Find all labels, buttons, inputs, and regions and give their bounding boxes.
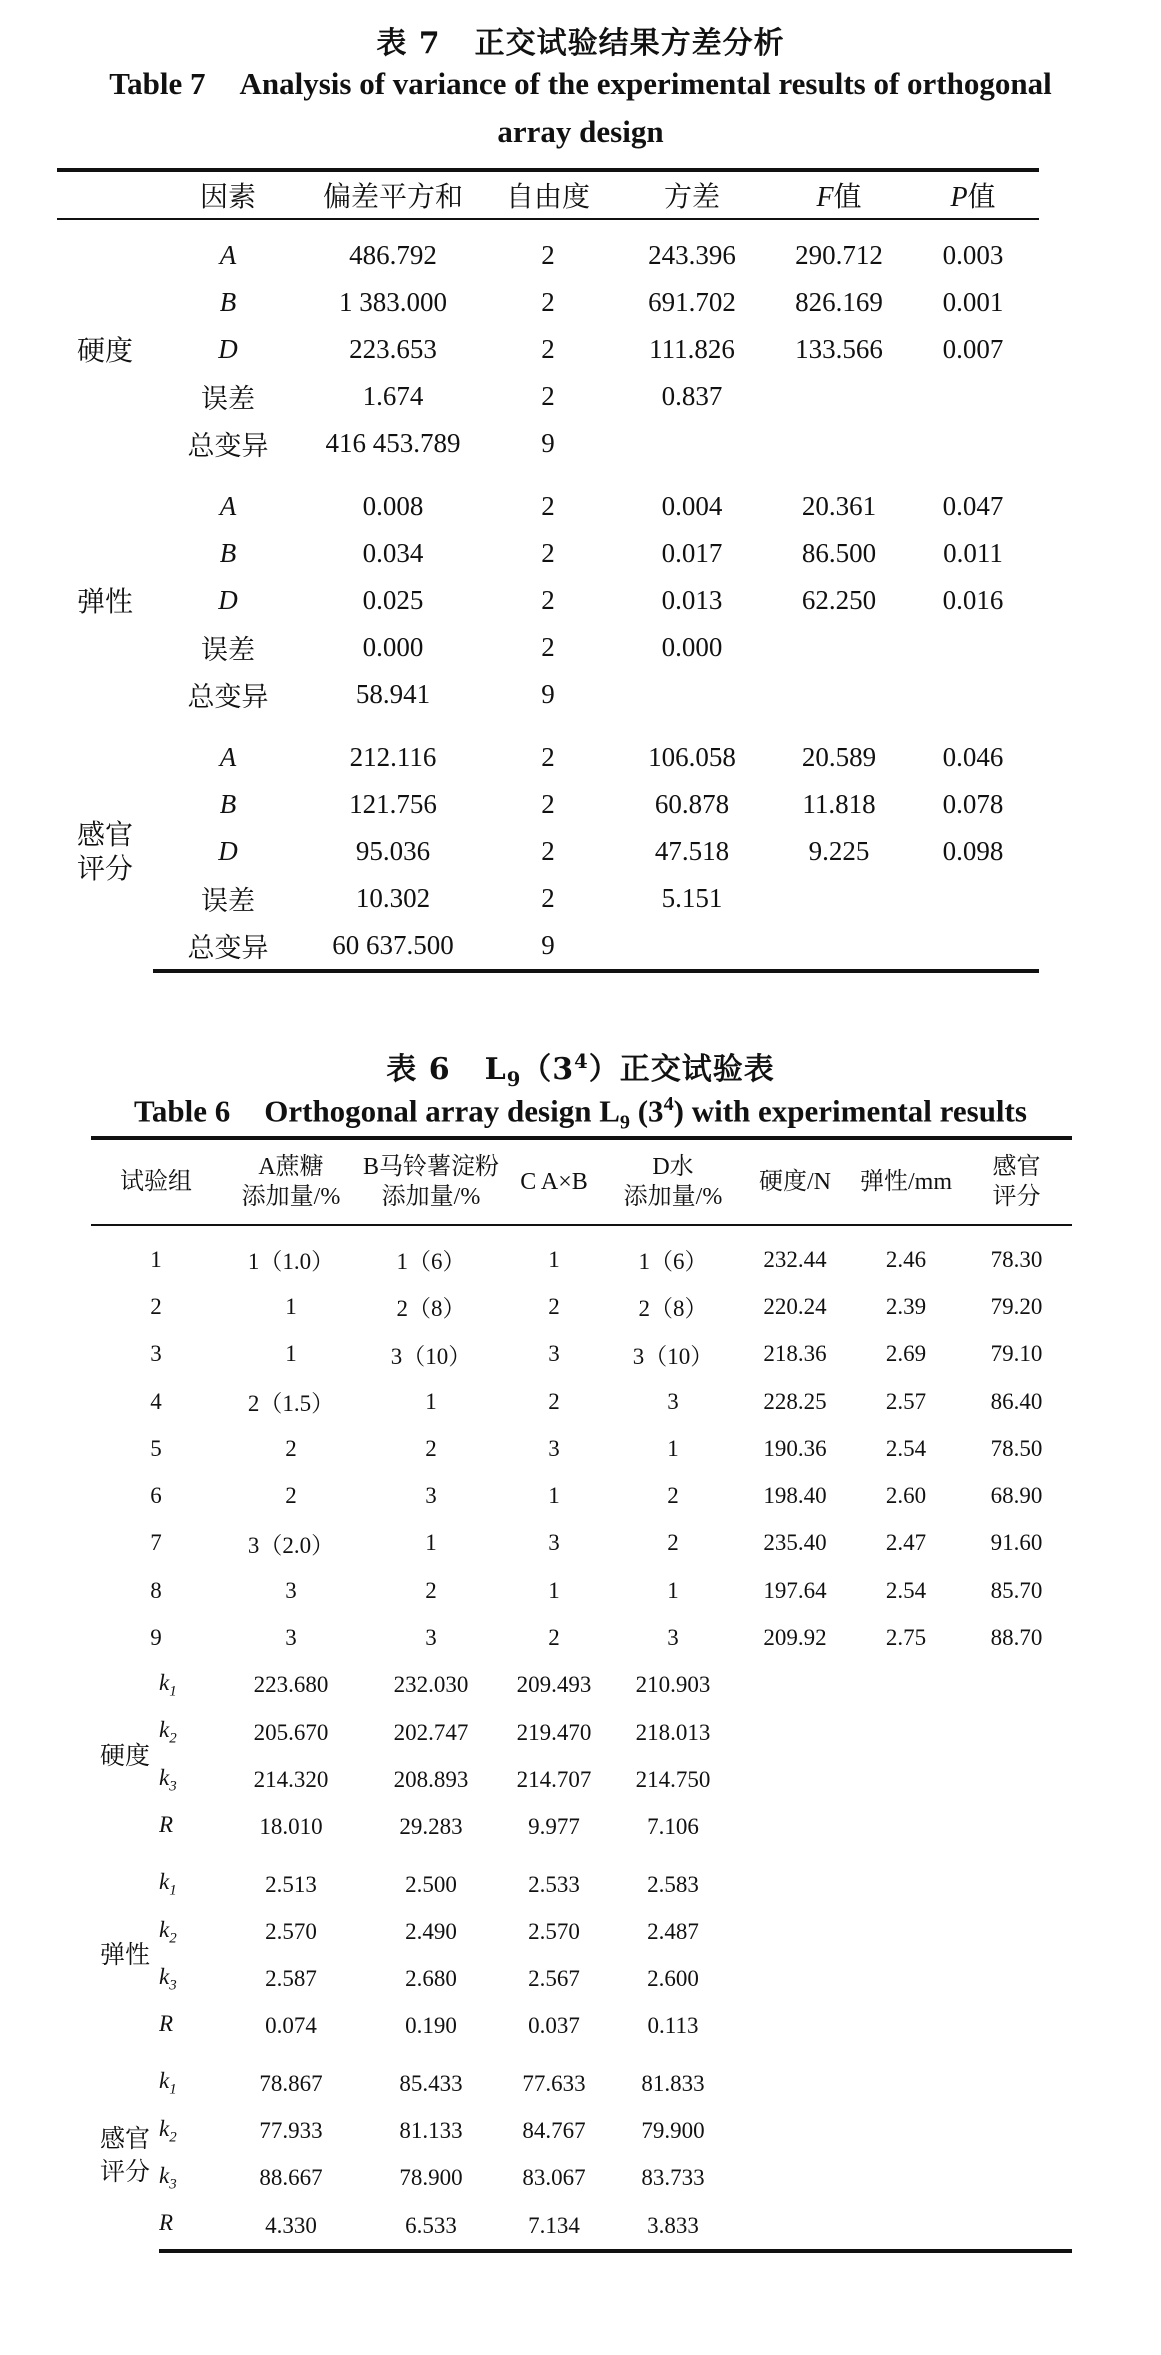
ss-cell: 223.653 [349, 334, 437, 364]
elasticity-cell: 2.57 [885, 1388, 927, 1414]
k-b-cell: 2.490 [405, 1918, 457, 1944]
table-row [57, 624, 1039, 671]
df-cell: 2 [541, 585, 555, 615]
c-cell: 3 [548, 1341, 560, 1367]
table7-anova [57, 168, 1039, 973]
factor-cell: 误差 [201, 384, 255, 414]
table7-header-ms: 方差 [613, 170, 771, 219]
table6-header-sensory: 感官 评分 [961, 1138, 1072, 1225]
table-row [57, 279, 1039, 326]
factor-cell: 总变异 [153, 922, 303, 971]
ms-cell: 0.837 [661, 381, 723, 411]
table7-caption-cn: 表 7 正交试验结果方差分析 [376, 26, 785, 61]
table7-header-f: F值 [771, 170, 907, 219]
trial-no-cell: 9 [150, 1625, 162, 1651]
p-cell: 0.078 [942, 789, 1004, 819]
ss-cell: 0.025 [362, 585, 424, 615]
table-row [57, 373, 1039, 420]
df-cell: 2 [541, 632, 555, 662]
a-cell: 1 [285, 1293, 297, 1319]
table-row [57, 326, 1039, 373]
table-row [91, 1804, 1072, 1851]
c-cell: 1 [548, 1246, 560, 1272]
group-label-line2: 评分 [76, 853, 133, 885]
hardness-cell: 235.40 [763, 1530, 827, 1556]
p-cell: 0.047 [942, 491, 1004, 521]
k-label: $k_2$ [159, 1916, 177, 1947]
p-cell: 0.011 [943, 538, 1003, 568]
table6-group-label [91, 2050, 159, 2251]
ms-cell [613, 420, 771, 471]
p-cell [907, 624, 1039, 671]
table6-caption-en: Table 6 Orthogonal array design $L_9$ $(3^4)$ with experimental results [134, 1093, 1027, 1134]
table-row [57, 922, 1039, 971]
ss-cell: 0.034 [362, 538, 424, 568]
b-cell: 3 [425, 1483, 437, 1509]
f-cell: 290.712 [795, 240, 883, 270]
table6-group-label: 硬度 [99, 1742, 150, 1770]
k-a-cell: 2.513 [265, 1871, 317, 1897]
table6-header-row [91, 1138, 1072, 1225]
df-cell: 2 [541, 287, 555, 317]
table-row [57, 577, 1039, 624]
k-c-cell: 2.533 [528, 1871, 580, 1897]
ss-cell: 10.302 [355, 883, 431, 913]
c-cell: 3 [548, 1530, 560, 1556]
hardness-cell: 198.40 [763, 1483, 827, 1509]
table-row [91, 1709, 1072, 1756]
table-row [91, 2107, 1072, 2154]
table7-group-label [57, 722, 153, 971]
ss-cell: 212.116 [349, 742, 437, 772]
k-c-cell: 9.977 [528, 1814, 580, 1840]
ms-cell [613, 671, 771, 722]
df-cell: 2 [541, 334, 555, 364]
ss-cell: 60 637.500 [303, 922, 483, 971]
a-cell: 1（1.0） [247, 1249, 335, 1275]
f-cell: 20.589 [801, 742, 877, 772]
table-row [57, 722, 1039, 781]
k-d-cell: 83.733 [641, 2165, 705, 2191]
k-b-cell: 6.533 [361, 2202, 501, 2251]
table-row [57, 420, 1039, 471]
k-d-cell: 81.833 [641, 2070, 705, 2096]
group-label-line2: 评分 [99, 2158, 150, 2186]
elasticity-cell: 2.39 [885, 1293, 927, 1319]
ss-cell: 58.941 [355, 679, 431, 709]
c-cell: 3 [548, 1435, 560, 1461]
ms-cell: 0.004 [661, 491, 723, 521]
table-row [91, 2050, 1072, 2107]
p-cell [907, 922, 1039, 971]
trial-no-cell: 4 [150, 1388, 162, 1414]
trial-no-cell: 2 [150, 1293, 162, 1319]
table6-group-label: 弹性 [99, 1941, 150, 1969]
b-cell: 1 [425, 1530, 437, 1556]
ms-cell: 60.878 [654, 789, 730, 819]
p-cell [907, 373, 1039, 420]
factor-cell: B [219, 538, 237, 568]
k-d-cell: 79.900 [641, 2117, 705, 2143]
factor-cell: A [219, 742, 237, 772]
k-b-cell: 232.030 [393, 1672, 469, 1698]
k-b-cell: 2.500 [405, 1871, 457, 1897]
d-cell: 2（8） [638, 1296, 708, 1322]
d-cell: 2 [667, 1483, 679, 1509]
p-cell: 0.007 [942, 334, 1004, 364]
k-d-cell: 214.750 [635, 1766, 711, 1792]
hardness-cell: 218.36 [763, 1341, 827, 1367]
group-label-line1: 感官 [99, 2125, 150, 2153]
k-b-cell: 85.433 [399, 2070, 463, 2096]
ss-cell: 121.756 [349, 789, 437, 819]
b-cell: 1（6） [396, 1249, 466, 1275]
ms-cell: 0.013 [661, 585, 723, 615]
a-cell: 3（2.0） [247, 1532, 335, 1558]
k-c-cell: 214.707 [516, 1766, 592, 1792]
factor-cell: B [219, 789, 237, 819]
df-cell: 2 [541, 538, 555, 568]
table6-header-elasticity: 弹性/mm [851, 1138, 961, 1225]
ss-cell: 0.008 [362, 491, 424, 521]
elasticity-cell: 2.54 [885, 1577, 927, 1603]
table-row [91, 1520, 1072, 1567]
elasticity-cell: 2.60 [885, 1483, 927, 1509]
factor-cell: 误差 [201, 886, 255, 916]
table6-header-b: B马铃薯淀粉 添加量/% [361, 1138, 501, 1225]
hardness-cell: 197.64 [763, 1577, 827, 1603]
a-cell: 2（1.5） [247, 1391, 335, 1417]
a-cell: 2 [285, 1435, 297, 1461]
sensory-cell: 91.60 [990, 1530, 1043, 1556]
table7-group-label: 弹性 [76, 586, 133, 618]
k-d-cell: 0.113 [647, 2013, 699, 2039]
k-c-cell: 2.567 [528, 1966, 580, 1992]
table-row [91, 1425, 1072, 1472]
b-cell: 2 [425, 1577, 437, 1603]
table-row [91, 1756, 1072, 1803]
sensory-cell: 78.50 [990, 1435, 1043, 1461]
elasticity-cell: 2.47 [885, 1530, 927, 1556]
c-cell: 2 [548, 1625, 560, 1651]
k-b-cell: 81.133 [399, 2117, 463, 2143]
ms-cell [613, 922, 771, 971]
table7-group-label: 硬度 [76, 335, 133, 367]
df-cell: 2 [541, 240, 555, 270]
k-a-cell: 2.570 [265, 1918, 317, 1944]
k-d-cell: 2.487 [647, 1918, 699, 1944]
f-cell [771, 420, 907, 471]
sensory-cell: 85.70 [990, 1577, 1043, 1603]
d-cell: 3（10） [632, 1343, 714, 1369]
k-a-cell: 205.670 [253, 1719, 329, 1745]
table7-header-ss: 偏差平方和 [303, 170, 483, 219]
k-label: $k_1$ [159, 1670, 177, 1700]
table7-caption-en: Table 7 Analysis of variance of the experimental results of orthogonal [109, 66, 1052, 101]
k-d-cell: 7.106 [647, 1814, 699, 1840]
c-cell: 1 [548, 1483, 560, 1509]
table-row [91, 1567, 1072, 1614]
trial-no-cell: 8 [150, 1577, 162, 1603]
b-cell: 3（10） [390, 1343, 472, 1369]
table-row [91, 1614, 1072, 1661]
c-cell: 2 [548, 1388, 560, 1414]
hardness-cell: 190.36 [763, 1435, 827, 1461]
k-a-cell: 0.074 [265, 2013, 317, 2039]
f-cell: 11.818 [802, 789, 876, 819]
k-c-cell: 77.633 [522, 2070, 586, 2096]
table-row [91, 1851, 1072, 1908]
c-cell: 2 [548, 1293, 560, 1319]
k-c-cell: 84.767 [522, 2117, 586, 2143]
table-row [57, 219, 1039, 279]
k-b-cell: 0.190 [405, 2013, 457, 2039]
f-cell [771, 624, 907, 671]
table6-header-hardness: 硬度/N [739, 1138, 851, 1225]
k-c-cell: 0.037 [528, 2013, 580, 2039]
f-cell: 826.169 [795, 287, 883, 317]
f-cell: 133.566 [795, 334, 883, 364]
group-label-line1: 感官 [76, 819, 133, 851]
b-cell: 2 [425, 1435, 437, 1461]
b-cell: 3 [425, 1625, 437, 1651]
sensory-cell: 86.40 [990, 1388, 1043, 1414]
table-row [91, 1225, 1072, 1283]
ss-cell: 0.000 [362, 632, 424, 662]
ms-cell: 0.000 [661, 632, 723, 662]
trial-no-cell: 7 [150, 1530, 162, 1556]
table-row [91, 1955, 1072, 2002]
k-a-cell: 18.010 [259, 1814, 323, 1840]
trial-no-cell: 1 [150, 1246, 162, 1272]
k-a-cell: 4.330 [221, 2202, 361, 2251]
c-cell: 1 [548, 1577, 560, 1603]
df-cell: 2 [541, 836, 555, 866]
hardness-cell: 220.24 [763, 1293, 827, 1319]
k-d-cell: 2.600 [647, 1966, 699, 1992]
f-cell: 62.250 [801, 585, 877, 615]
k-b-cell: 202.747 [393, 1719, 469, 1745]
d-cell: 3 [667, 1625, 679, 1651]
factor-cell: A [219, 491, 237, 521]
f-cell [771, 373, 907, 420]
d-cell: 3 [667, 1388, 679, 1414]
sensory-cell: 79.20 [990, 1293, 1043, 1319]
factor-cell: D [218, 836, 238, 866]
k-a-cell: 223.680 [253, 1672, 329, 1698]
d-cell: 1 [667, 1435, 679, 1461]
k-c-cell: 7.134 [501, 2202, 607, 2251]
p-cell [907, 875, 1039, 922]
b-cell: 2（8） [396, 1296, 466, 1322]
table-row [91, 1283, 1072, 1330]
ss-cell: 1.674 [362, 381, 424, 411]
df-cell: 2 [541, 491, 555, 521]
table-row [57, 671, 1039, 722]
table6-caption-cn: 表 6 $L_9(3^4)$正交试验表 [386, 1050, 775, 1091]
f-cell: 20.361 [801, 491, 877, 521]
factor-cell: 误差 [201, 635, 255, 665]
factor-cell: B [219, 287, 237, 317]
df-cell: 2 [541, 381, 555, 411]
table-row [57, 530, 1039, 577]
table-row [57, 828, 1039, 875]
table7-header-empty [57, 170, 153, 219]
k-label: $k_3$ [159, 2162, 177, 2193]
table7-header-df: 自由度 [483, 170, 613, 219]
d-cell: 2 [667, 1530, 679, 1556]
k-label: $k_1$ [159, 1869, 177, 1899]
k-label: $k_2$ [159, 2115, 177, 2146]
ms-cell: 47.518 [654, 836, 730, 866]
k-a-cell: 78.867 [259, 2070, 323, 2096]
df-cell: 9 [541, 428, 555, 458]
ms-cell: 111.826 [649, 334, 735, 364]
factor-cell: 总变异 [187, 682, 269, 712]
p-cell: 0.046 [942, 742, 1004, 772]
b-cell: 1 [425, 1388, 437, 1414]
p-cell: 0.016 [942, 585, 1004, 615]
factor-cell: A [219, 240, 237, 270]
k-d-cell: 218.013 [635, 1719, 711, 1745]
k-label: $k_3$ [159, 1963, 177, 1994]
table-row [57, 875, 1039, 922]
p-cell: 0.003 [942, 240, 1004, 270]
k-c-cell: 2.570 [528, 1918, 580, 1944]
sensory-cell: 88.70 [990, 1625, 1043, 1651]
a-cell: 3 [285, 1625, 297, 1651]
a-cell: 3 [285, 1577, 297, 1603]
df-cell: 9 [483, 922, 613, 971]
table6-header-d: D水 添加量/% [607, 1138, 739, 1225]
ss-cell: 1 383.000 [339, 287, 447, 317]
k-b-cell: 208.893 [393, 1766, 469, 1792]
table7-header-factor: 因素 [153, 170, 303, 219]
k-label: $k_1$ [159, 2068, 177, 2098]
hardness-cell: 209.92 [763, 1625, 827, 1651]
k-c-cell: 219.470 [516, 1719, 592, 1745]
f-cell: 86.500 [801, 538, 877, 568]
table-row [91, 1378, 1072, 1425]
table7-header-p: P值 [907, 170, 1039, 219]
table6-header-group: 试验组 [91, 1138, 221, 1225]
p-cell [907, 420, 1039, 471]
table-row [57, 471, 1039, 530]
table6-header-c: C A×B [501, 1138, 607, 1225]
factor-cell: D [218, 585, 238, 615]
k-d-cell: 2.583 [647, 1871, 699, 1897]
trial-no-cell: 5 [150, 1435, 162, 1461]
f-cell [771, 922, 907, 971]
table-row [91, 1662, 1072, 1709]
elasticity-cell: 2.75 [885, 1625, 927, 1651]
a-cell: 2 [285, 1483, 297, 1509]
df-cell: 9 [541, 679, 555, 709]
df-cell: 2 [541, 789, 555, 819]
table-row [91, 2202, 1072, 2251]
elasticity-cell: 2.54 [885, 1435, 927, 1461]
sensory-cell: 79.10 [990, 1341, 1043, 1367]
k-d-cell: 210.903 [635, 1672, 711, 1698]
k-a-cell: 88.667 [259, 2165, 323, 2191]
d-cell: 1（6） [638, 1249, 708, 1275]
k-b-cell: 29.283 [399, 1814, 463, 1840]
k-label: $k_2$ [159, 1717, 177, 1747]
k-a-cell: 2.587 [265, 1966, 317, 1992]
p-cell: 0.001 [942, 287, 1004, 317]
table7-caption-en-line2: array design [497, 114, 664, 149]
d-cell: 1 [667, 1577, 679, 1603]
table7-header-row [57, 170, 1039, 219]
factor-cell: 总变异 [187, 431, 269, 461]
table-row [91, 2155, 1072, 2202]
k-a-cell: 77.933 [259, 2117, 323, 2143]
factor-cell: D [218, 334, 238, 364]
table6-orthogonal-array [91, 1136, 1072, 2253]
trial-no-cell: 3 [150, 1341, 162, 1367]
ms-cell: 243.396 [648, 240, 736, 270]
table-row [57, 781, 1039, 828]
p-cell [907, 671, 1039, 722]
sensory-cell: 78.30 [990, 1246, 1043, 1272]
f-cell [771, 875, 907, 922]
df-cell: 2 [541, 742, 555, 772]
sensory-cell: 68.90 [990, 1483, 1043, 1509]
k-label: R [159, 2011, 174, 2037]
ms-cell: 691.702 [648, 287, 736, 317]
table-row [91, 1472, 1072, 1519]
ss-cell: 416 453.789 [325, 428, 461, 458]
elasticity-cell: 2.69 [885, 1341, 927, 1367]
table6-header-a: A蔗糖 添加量/% [221, 1138, 361, 1225]
k-label: R [159, 1811, 174, 1837]
k-b-cell: 2.680 [405, 1966, 457, 1992]
ss-cell: 486.792 [349, 240, 437, 270]
table-row [91, 2003, 1072, 2050]
k-label: $k_3$ [159, 1764, 177, 1795]
k-a-cell: 214.320 [253, 1766, 329, 1792]
elasticity-cell: 2.46 [885, 1246, 927, 1272]
trial-no-cell: 6 [150, 1483, 162, 1509]
p-cell: 0.098 [942, 836, 1004, 866]
k-d-cell: 3.833 [607, 2202, 739, 2251]
df-cell: 2 [541, 883, 555, 913]
hardness-cell: 232.44 [763, 1246, 827, 1272]
hardness-cell: 228.25 [763, 1388, 827, 1414]
ms-cell: 106.058 [648, 742, 736, 772]
ms-cell: 0.017 [661, 538, 723, 568]
table-row [91, 1908, 1072, 1955]
a-cell: 1 [285, 1341, 297, 1367]
k-c-cell: 209.493 [516, 1672, 592, 1698]
ms-cell: 5.151 [661, 883, 723, 913]
ss-cell: 95.036 [355, 836, 431, 866]
k-b-cell: 78.900 [399, 2165, 463, 2191]
table-row [91, 1331, 1072, 1378]
k-c-cell: 83.067 [522, 2165, 586, 2191]
k-label: R [159, 2202, 221, 2251]
f-cell: 9.225 [808, 836, 870, 866]
f-cell [771, 671, 907, 722]
